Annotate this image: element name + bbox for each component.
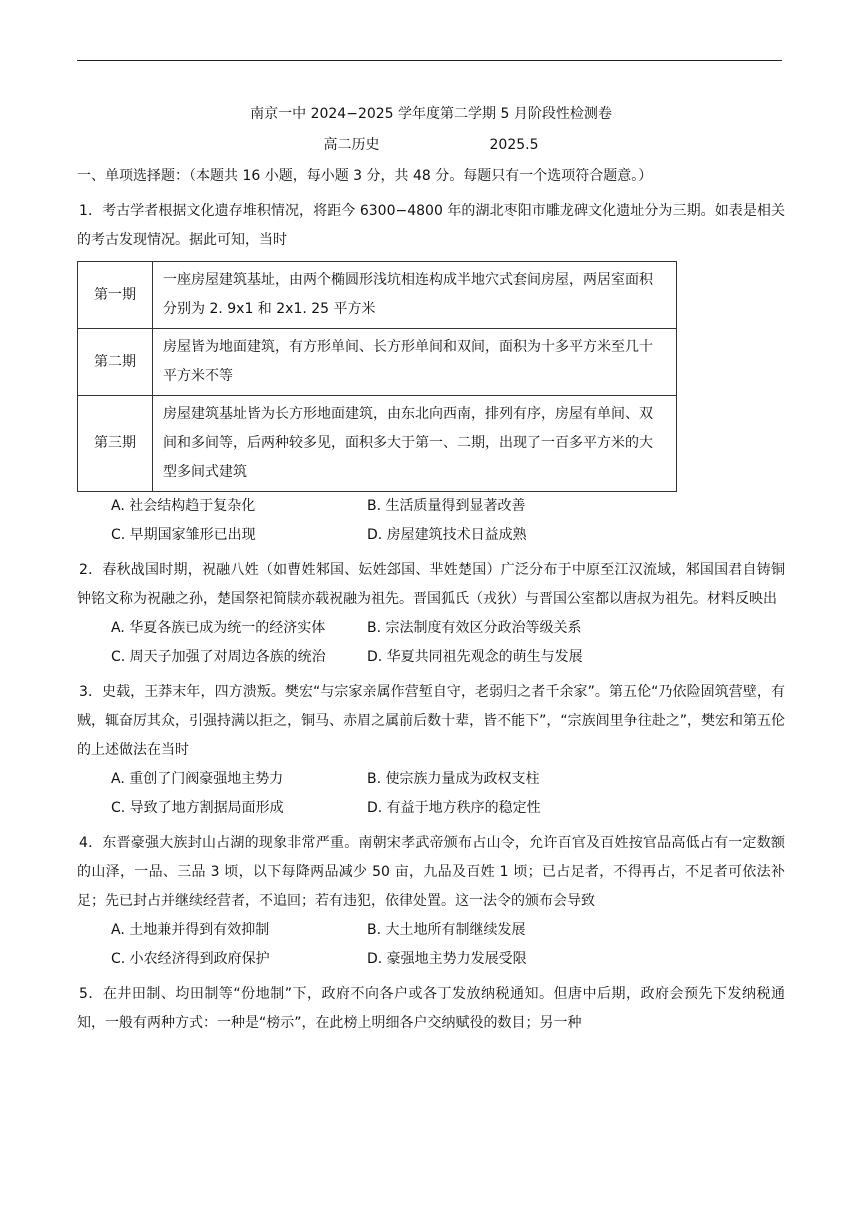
question-number: 5．: [79, 986, 103, 1002]
question-text: 东晋豪强大族封山占湖的现象非常严重。南朝宋孝武帝颁布占山令，允许百官及百姓按官品高低占有一定数额的山泽，一品、三品 3 顷，以下每降两品减少 50 亩，九品及百姓 1 顷；已占足者，不得再占，不足者可依法补足；先已封占并继续经营者，不追回；若有违犯，依律处置。这一法令的颁布会导致: [77, 835, 785, 909]
option-b: B. 大土地所有制继续发展: [367, 922, 526, 938]
option-c: C. 小农经济得到政府保护: [111, 951, 270, 967]
options-row: [77, 765, 785, 794]
options-row: [77, 643, 785, 672]
description-cell: 房屋皆为地面建筑，有方形单间、长方形单间和双间，面积为十多平方米至几十平方米不等: [153, 329, 677, 396]
document-body: [77, 100, 785, 1038]
option-b: B. 宗法制度有效区分政治等级关系: [367, 620, 582, 636]
period-cell: 第一期: [78, 262, 153, 329]
question-text: 考古学者根据文化遗存堆积情况，将距今 6300−4800 年的湖北枣阳市雕龙碑文化遗址分为三期。如表是相关的考古发现情况。据此可知，当时: [77, 203, 785, 248]
option-c: C. 周天子加强了对周边各族的统治: [111, 649, 326, 665]
options-row: [77, 521, 785, 550]
exam-subtitle: [77, 129, 785, 160]
option-d: D. 房屋建筑技术日益成熟: [367, 527, 527, 543]
option-d: D. 有益于地方秩序的稳定性: [367, 800, 541, 816]
description-cell: 房屋建筑基址皆为长方形地面建筑，由东北向西南，排列有序，房屋有单间、双间和多间等，后两种较多见，面积多大于第一、二期，出现了一百多平方米的大型多间式建筑: [153, 396, 677, 492]
exam-date: 2025.5: [489, 137, 539, 153]
question-number: 4．: [79, 835, 103, 851]
option-c: C. 早期国家雏形已出现: [111, 527, 256, 543]
table-row: [78, 396, 677, 492]
question-4: [77, 829, 785, 916]
question-number: 2．: [79, 562, 103, 578]
table-row: [78, 262, 677, 329]
question-text: 史载，王莽末年，四方溃叛。樊宏“与宗家亲属作营堑自守，老弱归之者千余家”。第五伦“乃依险固筑营壁，有贼，辄奋厉其众，引强持满以拒之，铜马、赤眉之属前后数十辈，皆不能下”，“宗族闾里争往赴之”，樊宏和第五伦的上述做法在当时: [77, 684, 785, 758]
options-row: [77, 794, 785, 823]
option-d: D. 豪强地主势力发展受限: [367, 951, 527, 967]
options-row: [77, 492, 785, 521]
options-row: [77, 916, 785, 945]
exam-title: 南京一中 2024−2025 学年度第二学期 5 月阶段性检测卷: [250, 106, 612, 122]
table-row: [78, 329, 677, 396]
options-row: [77, 614, 785, 643]
question-text: 在井田制、均田制等“份地制”下，政府不向各户或各丁发放纳税通知。但唐中后期，政府会预先下发纳税通知，一般有两种方式：一种是“榜示”，在此榜上明细各户交纳赋役的数目；另一种: [77, 986, 785, 1031]
option-c: C. 导致了地方割据局面形成: [111, 800, 284, 816]
option-a: A. 华夏各族已成为统一的经济实体: [111, 620, 326, 636]
option-d: D. 华夏共同祖先观念的萌生与发展: [367, 649, 583, 665]
option-a: A. 社会结构趋于复杂化: [111, 498, 256, 514]
question-number: 3．: [79, 684, 103, 700]
header-rule: [77, 60, 782, 61]
question-1: [77, 197, 785, 255]
exam-subject: 高二历史: [323, 137, 380, 153]
period-cell: 第三期: [78, 396, 153, 492]
period-cell: 第二期: [78, 329, 153, 396]
option-a: A. 重创了门阀豪强地主势力: [111, 771, 284, 787]
option-b: B. 生活质量得到显著改善: [367, 498, 526, 514]
section-heading: 一、单项选择题：（本题共 16 小题，每小题 3 分，共 48 分。每题只有一个选项符合题意。）: [77, 168, 653, 184]
option-a: A. 土地兼并得到有效抑制: [111, 922, 270, 938]
question-text: 春秋战国时期，祝融八姓（如曹姓邾国、妘姓郐国、芈姓楚国）广泛分布于中原至江汉流域，邾国国君自铸铜钟铭文称为祝融之孙，楚国祭祀简牍亦载祝融为祖先。晋国狐氏（戎狄）与晋国公室都以唐叔为祖先。材料反映出: [77, 562, 785, 607]
description-cell: 一座房屋建筑基址，由两个椭圆形浅坑相连构成半地穴式套间房屋，两居室面积分别为 2. 9x1 和 2x1. 25 平方米: [153, 262, 677, 329]
options-row: [77, 945, 785, 974]
question-5: [77, 980, 785, 1038]
question-2: [77, 556, 785, 614]
question-3: [77, 678, 785, 765]
option-b: B. 使宗族力量成为政权支柱: [367, 771, 540, 787]
archaeology-table: [77, 261, 677, 492]
question-number: 1．: [79, 203, 103, 219]
